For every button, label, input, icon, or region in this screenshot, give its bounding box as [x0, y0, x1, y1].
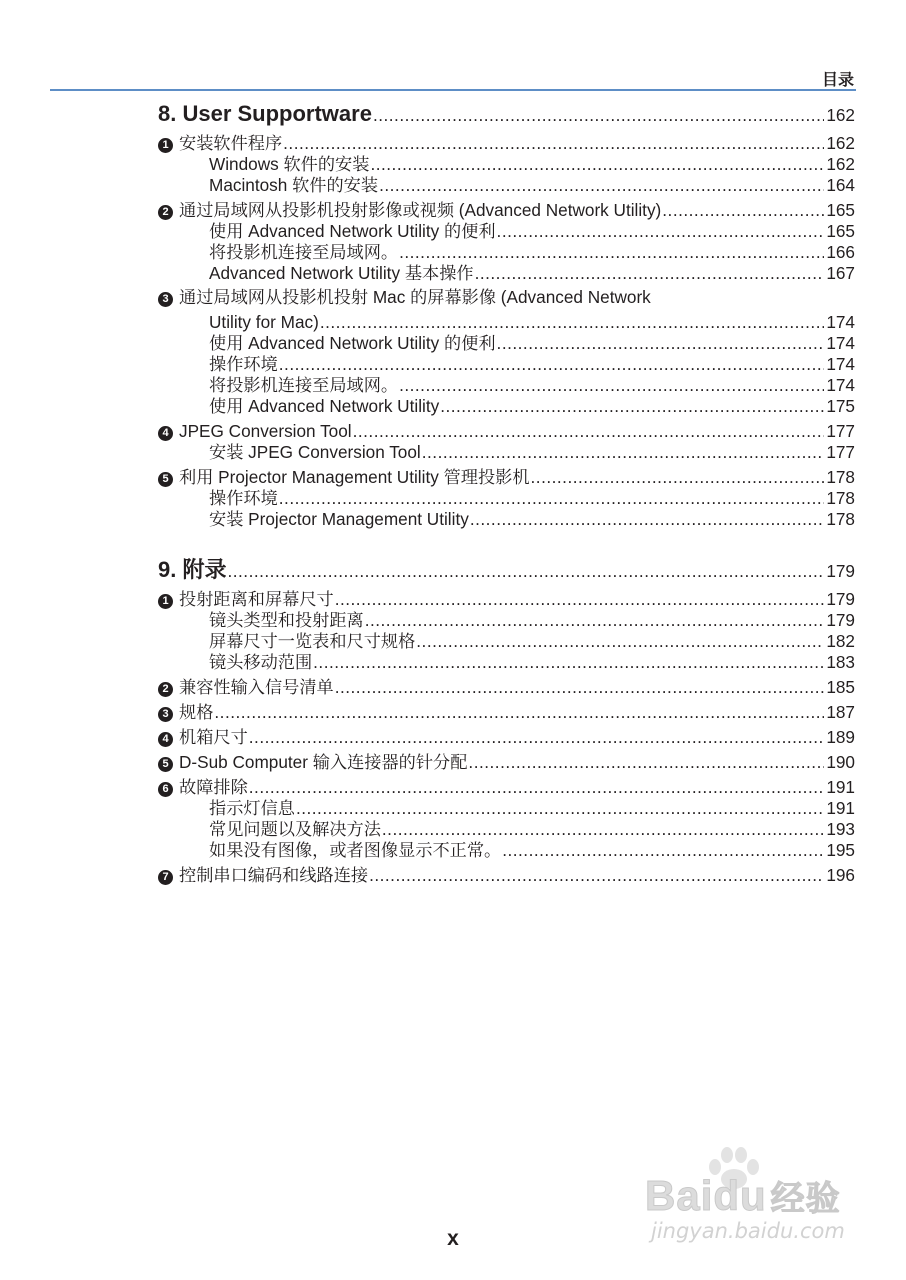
page-ref: 177 — [826, 442, 855, 462]
dot-leader — [369, 864, 824, 886]
toc-section-9-7[interactable] — [158, 864, 855, 886]
dot-leader — [370, 154, 824, 175]
page-ref: 174 — [826, 312, 855, 332]
toc-chapter-9[interactable] — [158, 556, 855, 585]
chapter-title: 8. User Supportware — [158, 101, 372, 126]
toc-item[interactable] — [158, 819, 855, 840]
page-ref: 175 — [826, 396, 855, 416]
item-title: 操作环境 — [209, 488, 278, 508]
dot-leader — [416, 631, 824, 652]
watermark-logo: Baidu 经验 — [645, 1172, 841, 1219]
page-ref: 166 — [826, 242, 855, 262]
toc-item[interactable] — [158, 798, 855, 819]
page-ref: 183 — [826, 652, 855, 672]
item-title: 安装 JPEG Conversion Tool — [209, 442, 421, 462]
dot-leader — [468, 751, 824, 773]
item-title: 安装 Projector Management Utility — [209, 509, 469, 529]
page-ref: 182 — [826, 631, 855, 651]
section-title-continued: Utility for Mac) — [209, 312, 319, 332]
section-number-badge: 1 — [158, 138, 173, 153]
section-number-badge: 6 — [158, 782, 173, 797]
toc-section-9-3[interactable] — [158, 701, 855, 723]
dot-leader — [279, 354, 825, 375]
dot-leader — [365, 610, 825, 631]
dot-leader — [475, 263, 825, 284]
dot-leader — [399, 375, 824, 396]
toc-section-9-1[interactable] — [158, 588, 855, 610]
item-title: 使用 Advanced Network Utility 的便利 — [209, 333, 496, 353]
table-of-contents — [158, 100, 855, 886]
section-title: 通过局域网从投影机投射影像或视频 (Advanced Network Utility) — [179, 200, 662, 220]
dot-leader — [249, 726, 825, 748]
section-title: 规格 — [179, 702, 214, 722]
page-ref: 162 — [826, 133, 855, 153]
toc-item[interactable] — [158, 175, 855, 196]
toc-section-8-1[interactable] — [158, 132, 855, 154]
page-ref: 174 — [826, 354, 855, 374]
page-ref: 178 — [826, 509, 855, 529]
section-number-badge: 4 — [158, 732, 173, 747]
page-ref: 191 — [826, 798, 855, 818]
page-ref: 193 — [826, 819, 855, 839]
chapter-spacer — [158, 530, 855, 556]
watermark-url: jingyan.baidu.com — [651, 1219, 845, 1243]
section-number-badge: 4 — [158, 426, 173, 441]
toc-item[interactable] — [158, 442, 855, 463]
toc-item[interactable] — [158, 154, 855, 175]
section-title: 故障排除 — [179, 777, 248, 797]
toc-item[interactable] — [158, 221, 855, 242]
dot-leader — [335, 588, 825, 610]
dot-leader — [497, 333, 825, 354]
section-number-badge: 5 — [158, 472, 173, 487]
dot-leader — [313, 652, 824, 673]
section-title: 投射距离和屏幕尺寸 — [179, 589, 334, 609]
toc-item[interactable] — [158, 488, 855, 509]
item-title: 如果没有图像，或者图像显示不正常。 — [209, 840, 502, 860]
toc-section-9-6[interactable] — [158, 776, 855, 798]
item-title: Windows 软件的安装 — [209, 154, 370, 174]
section-number-badge: 1 — [158, 594, 173, 609]
dot-leader — [335, 676, 825, 698]
page-ref: 174 — [826, 375, 855, 395]
section-title: 兼容性输入信号清单 — [179, 677, 334, 697]
dot-leader — [279, 488, 825, 509]
section-title: 通过局域网从投影机投射 Mac 的屏幕影像 (Advanced Network — [179, 287, 651, 307]
dot-leader — [249, 776, 825, 798]
section-title: 利用 Projector Management Utility 管理投影机 — [179, 467, 530, 487]
item-title: 镜头类型和投射距离 — [209, 610, 364, 630]
item-title: Macintosh 软件的安装 — [209, 175, 379, 195]
item-title: 操作环境 — [209, 354, 278, 374]
section-title: 机箱尺寸 — [179, 727, 248, 747]
toc-item[interactable] — [158, 631, 855, 652]
toc-item[interactable] — [158, 652, 855, 673]
item-title: 将投影机连接至局域网。 — [209, 242, 399, 262]
section-title: JPEG Conversion Tool — [179, 421, 352, 441]
dot-leader — [379, 175, 824, 196]
page-ref: 196 — [826, 865, 855, 885]
page-ref: 195 — [826, 840, 855, 860]
section-title: 安装软件程序 — [179, 133, 283, 153]
dot-leader — [662, 199, 824, 221]
toc-item[interactable] — [158, 354, 855, 375]
item-title: 使用 Advanced Network Utility 的便利 — [209, 221, 496, 241]
item-title: 常见问题以及解决方法 — [209, 819, 381, 839]
dot-leader — [296, 798, 824, 819]
dot-leader — [399, 242, 824, 263]
toc-item[interactable] — [158, 242, 855, 263]
dot-leader — [531, 466, 825, 488]
dot-leader — [422, 442, 825, 463]
page-ref: 190 — [826, 752, 855, 772]
page-ref: 177 — [826, 421, 855, 441]
item-title: 将投影机连接至局域网。 — [209, 375, 399, 395]
toc-item[interactable] — [158, 840, 855, 861]
item-title: Advanced Network Utility 基本操作 — [209, 263, 474, 283]
page-ref: 189 — [826, 727, 855, 747]
section-number-badge: 7 — [158, 870, 173, 885]
header-label: 目录 — [821, 72, 854, 89]
toc-section-9-5[interactable] — [158, 751, 855, 773]
section-title: 控制串口编码和线路连接 — [179, 865, 369, 885]
toc-item[interactable] — [158, 263, 855, 284]
dot-leader — [214, 701, 824, 723]
toc-item[interactable] — [158, 610, 855, 631]
page-ref: 178 — [826, 488, 855, 508]
page-ref: 178 — [826, 467, 855, 487]
page-number: x — [447, 1227, 459, 1250]
dot-leader — [373, 102, 824, 129]
dot-leader — [440, 396, 824, 417]
item-title: 使用 Advanced Network Utility — [209, 396, 440, 416]
toc-item[interactable] — [158, 396, 855, 417]
dot-leader — [497, 221, 825, 242]
page-ref: 165 — [826, 200, 855, 220]
page-ref: 179 — [826, 610, 855, 630]
section-number-badge: 5 — [158, 757, 173, 772]
page-ref: 164 — [826, 175, 855, 195]
page-ref: 191 — [826, 777, 855, 797]
item-title: 镜头移动范围 — [209, 652, 313, 672]
page-ref: 179 — [826, 589, 855, 609]
toc-section-9-2[interactable] — [158, 676, 855, 698]
toc-section-9-4[interactable] — [158, 726, 855, 748]
toc-chapter-8[interactable] — [158, 100, 855, 129]
page-ref: 162 — [826, 105, 855, 125]
toc-section-8-2[interactable] — [158, 199, 855, 221]
dot-leader — [353, 420, 825, 442]
section-number-badge: 3 — [158, 707, 173, 722]
dot-leader — [320, 312, 824, 333]
dot-leader — [382, 819, 824, 840]
section-number-badge: 2 — [158, 682, 173, 697]
chapter-title: 9. 附录 — [158, 557, 227, 582]
toc-section-8-3[interactable] — [158, 287, 855, 308]
item-title: 屏幕尺寸一览表和尺寸规格 — [209, 631, 416, 651]
dot-leader — [502, 840, 824, 861]
toc-item[interactable] — [158, 509, 855, 530]
toc-item[interactable] — [158, 375, 855, 396]
page-ref: 165 — [826, 221, 855, 241]
toc-section-8-3-continued[interactable] — [158, 312, 855, 333]
page-ref: 167 — [826, 263, 855, 283]
toc-section-8-4[interactable] — [158, 420, 855, 442]
dot-leader — [470, 509, 825, 530]
page-ref: 162 — [826, 154, 855, 174]
section-title: D-Sub Computer 输入连接器的针分配 — [179, 752, 468, 772]
section-number-badge: 3 — [158, 292, 173, 307]
toc-section-8-5[interactable] — [158, 466, 855, 488]
page-ref: 187 — [826, 702, 855, 722]
header-rule — [50, 89, 856, 91]
toc-item[interactable] — [158, 333, 855, 354]
page-ref: 174 — [826, 333, 855, 353]
section-number-badge: 2 — [158, 205, 173, 220]
item-title: 指示灯信息 — [209, 798, 295, 818]
page-ref: 179 — [826, 561, 855, 581]
dot-leader — [283, 132, 824, 154]
dot-leader — [227, 558, 824, 585]
page-ref: 185 — [826, 677, 855, 697]
